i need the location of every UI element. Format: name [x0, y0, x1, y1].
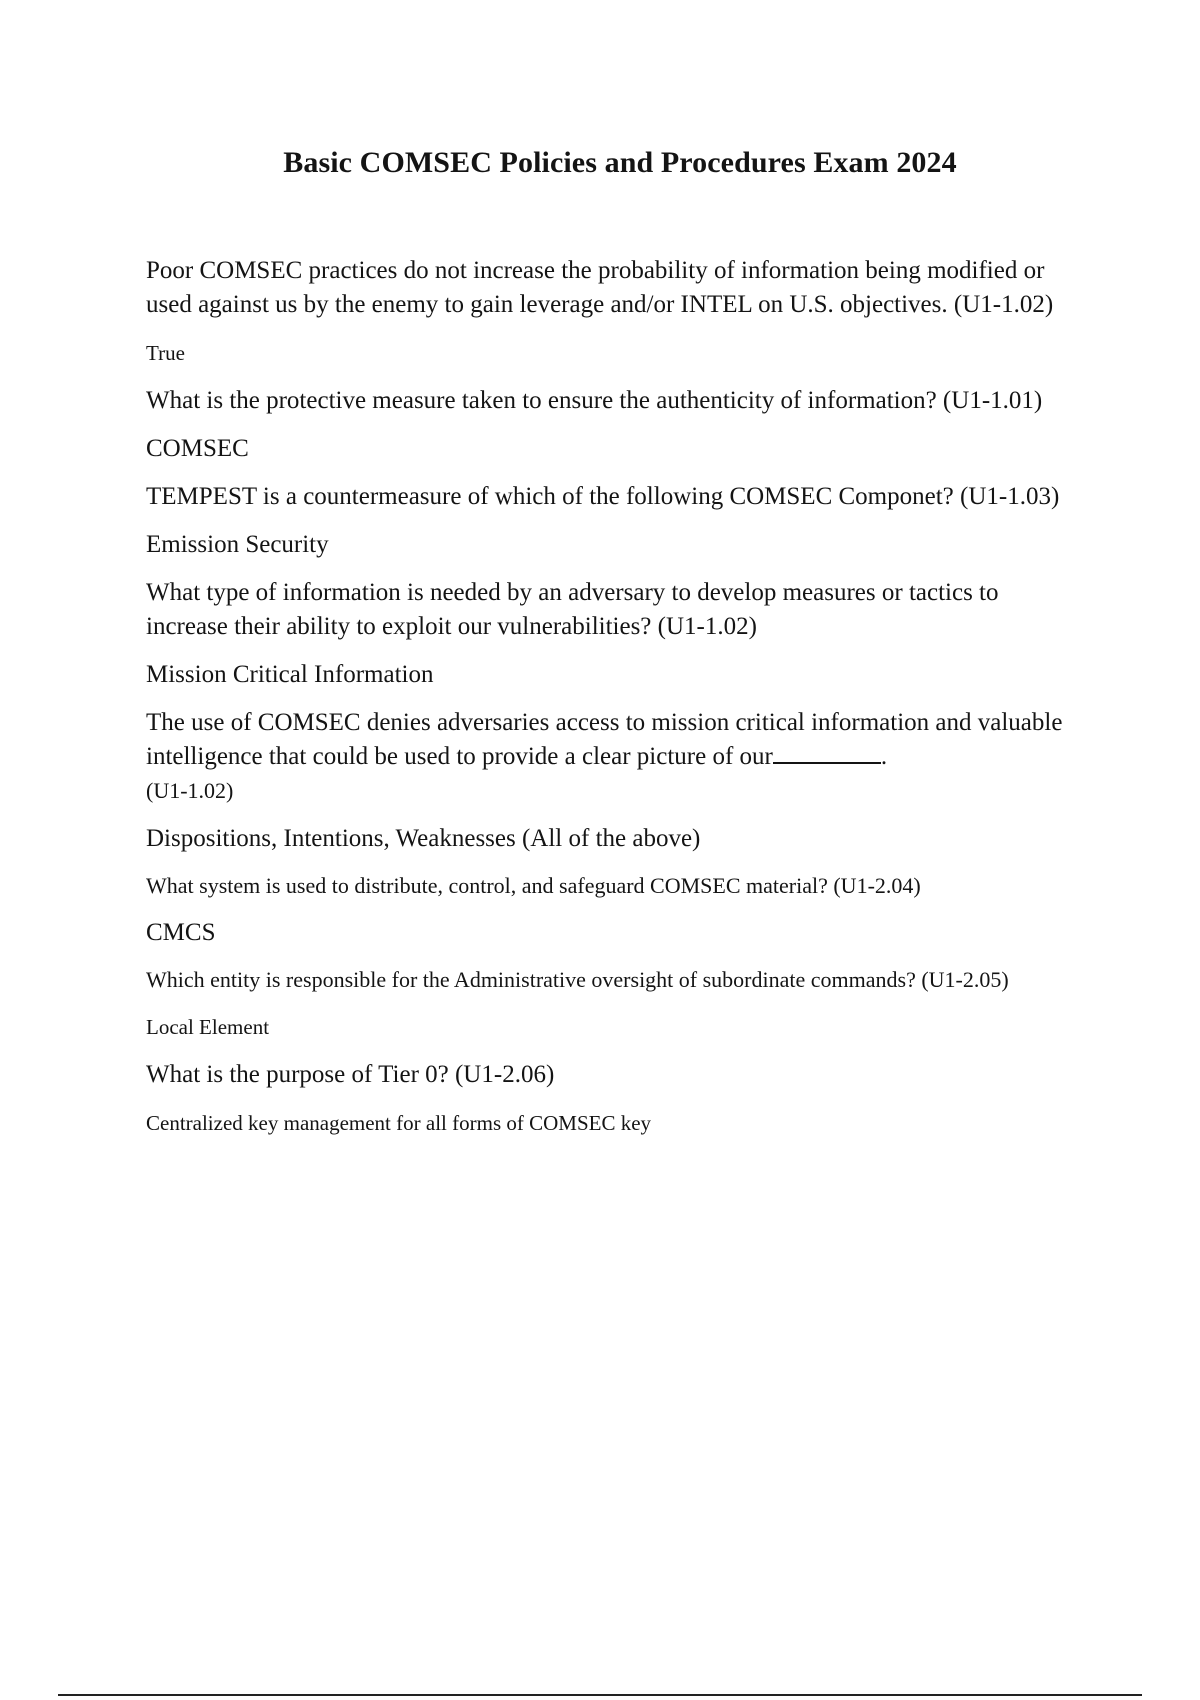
question-text: What system is used to distribute, control, and safeguard COMSEC material? (U1-2.04): [146, 873, 921, 898]
answer-text: Emission Security: [146, 531, 329, 558]
question-text: Which entity is responsible for the Administrative oversight of subordinate commands? (U1-2.05): [146, 967, 1009, 992]
answer-text: True: [146, 341, 185, 365]
question-text: What is the purpose of Tier 0? (U1-2.06): [146, 1061, 555, 1088]
answer-text: Local Element: [146, 1015, 270, 1039]
question-text: TEMPEST is a countermeasure of which of the following COMSEC Componet? (U1-1.03): [146, 483, 1060, 510]
question-reference: (U1-1.02): [146, 778, 234, 803]
answer-text: CMCS: [146, 919, 216, 946]
question-text-before-blank: The use of COMSEC denies adversaries access to mission critical information and valuable intelligence that could be used to provide a clear picture of our: [146, 709, 1063, 770]
question-text: What type of information is needed by an adversary to develop measures or tactics to increase their ability to exploit our vulnerabilities? (U1-1.02): [146, 579, 999, 640]
qa-item: [146, 254, 1086, 370]
question-text: [146, 706, 1086, 808]
question-text: What is the protective measure taken to ensure the authenticity of information? (U1-1.01): [146, 387, 1043, 414]
answer-text: COMSEC: [146, 435, 249, 462]
qa-item: [146, 384, 1086, 466]
answer-text: Centralized key management for all forms of COMSEC key: [146, 1111, 652, 1135]
document-title: Basic COMSEC Policies and Procedures Exam 2024: [283, 146, 957, 179]
answer-text: Mission Critical Information: [146, 661, 434, 688]
answer-text: Dispositions, Intentions, Weaknesses (All of the above): [146, 825, 701, 852]
qa-item: [146, 964, 1086, 1044]
qa-item: [146, 1058, 1086, 1140]
qa-item: [146, 870, 1086, 950]
question-list: [146, 254, 1086, 1154]
qa-item: [146, 576, 1086, 692]
question-text-after-blank: .: [880, 743, 888, 770]
footer-divider: [58, 1694, 1142, 1696]
qa-item: [146, 706, 1086, 856]
question-text: Poor COMSEC practices do not increase the probability of information being modified or used against us by the enemy to gain leverage and/or INTEL on U.S. objectives. (U1-1.02): [146, 257, 1054, 318]
fill-in-blank: [773, 744, 881, 764]
qa-item: [146, 480, 1086, 562]
